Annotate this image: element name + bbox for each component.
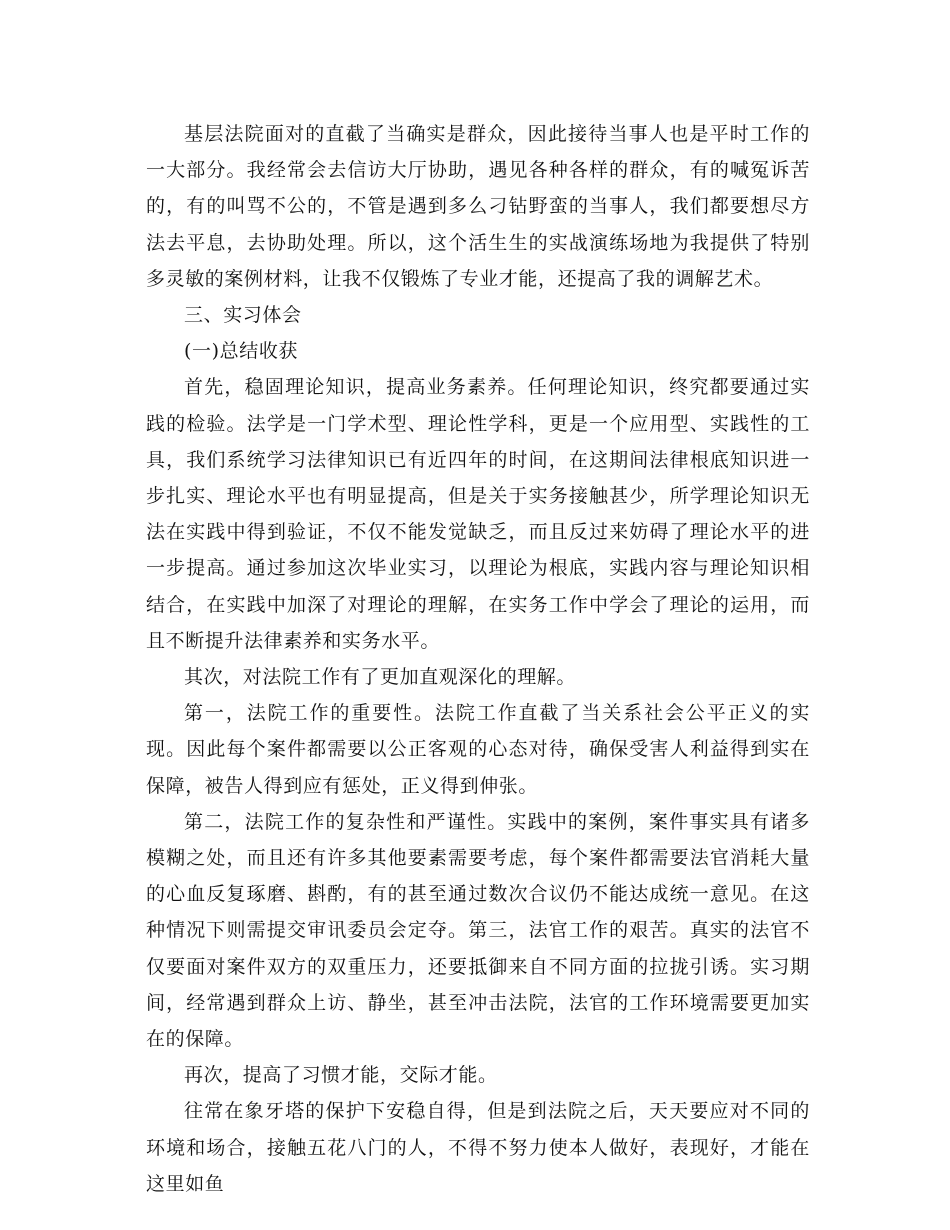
paragraph-theory-knowledge: 首先，稳固理论知识，提高业务素养。任何理论知识，终究都要通过实践的检验。法学是一门学术型、理论性学科，更是一个应用型、实践性的工具，我们系统学习法律知识已有近四年的时间，在这期间法律根底知识进一步扎实、理论水平也有明显提高，但是关于实务接触甚少，所学理论知识无法在实践中得到验证，不仅不能发觉缺乏，而且反过来妨碍了理论水平的进一步提高。通过参加这次毕业实习，以理论为根底，实践内容与理论知识相结合，在实践中加深了对理论的理解，在实务工作中学会了理论的运用，而且不断提升法律素养和实务水平。 bbox=[146, 376, 810, 652]
paragraph-adaptability: 再次，提高了习惯才能，交际才能。 bbox=[184, 1064, 498, 1087]
paragraph-court-understanding: 其次，对法院工作有了更加直观深化的理解。 bbox=[184, 666, 577, 689]
document-page bbox=[146, 116, 810, 1202]
paragraph-complexity: 第二，法院工作的复杂性和严谨性。实践中的案例，案件事实具有诸多模糊之处，而且还有许多其他要素需要考虑，每个案件都需要法官消耗大量的心血反复琢磨、斟酌，有的甚至通过数次合议仍不能达成统一意见。在这种情况下则需提交审讯委员会定夺。第三，法官工作的艰苦。真实的法官不仅要面对案件双方的双重压力，还要抵御来自不同方面的拉拢引诱。实习期间，经常遇到群众上访、静坐，甚至冲击法院，法官的工作环境需要更加实在的保障。 bbox=[146, 810, 810, 1051]
subsection-heading-summary: (一)总结收获 bbox=[184, 340, 299, 363]
paragraph-ivory-tower: 往常在象牙塔的保护下安稳自得，但是到法院之后，天天要应对不同的环境和场合，接触五花八门的人，不得不努力使本人做好，表现好，才能在这里如鱼 bbox=[146, 1100, 810, 1195]
paragraph-reception-work: 基层法院面对的直截了当确实是群众，因此接待当事人也是平时工作的一大部分。我经常会去信访大厅协助，遇见各种各样的群众，有的喊冤诉苦的，有的叫骂不公的，不管是遇到多么刁钻野蛮的当事人，我们都要想尽方法去平息，去协助处理。所以，这个活生生的实战演练场地为我提供了特别多灵敏的案例材料，让我不仅锻炼了专业才能，还提高了我的调解艺术。 bbox=[146, 123, 810, 290]
section-heading-internship-experience: 三、实习体会 bbox=[184, 304, 302, 327]
paragraph-importance: 第一，法院工作的重要性。法院工作直截了当关系社会公平正义的实现。因此每个案件都需要以公正客观的心态对待，确保受害人利益得到实在保障，被告人得到应有惩处，正义得到伸张。 bbox=[146, 702, 810, 797]
